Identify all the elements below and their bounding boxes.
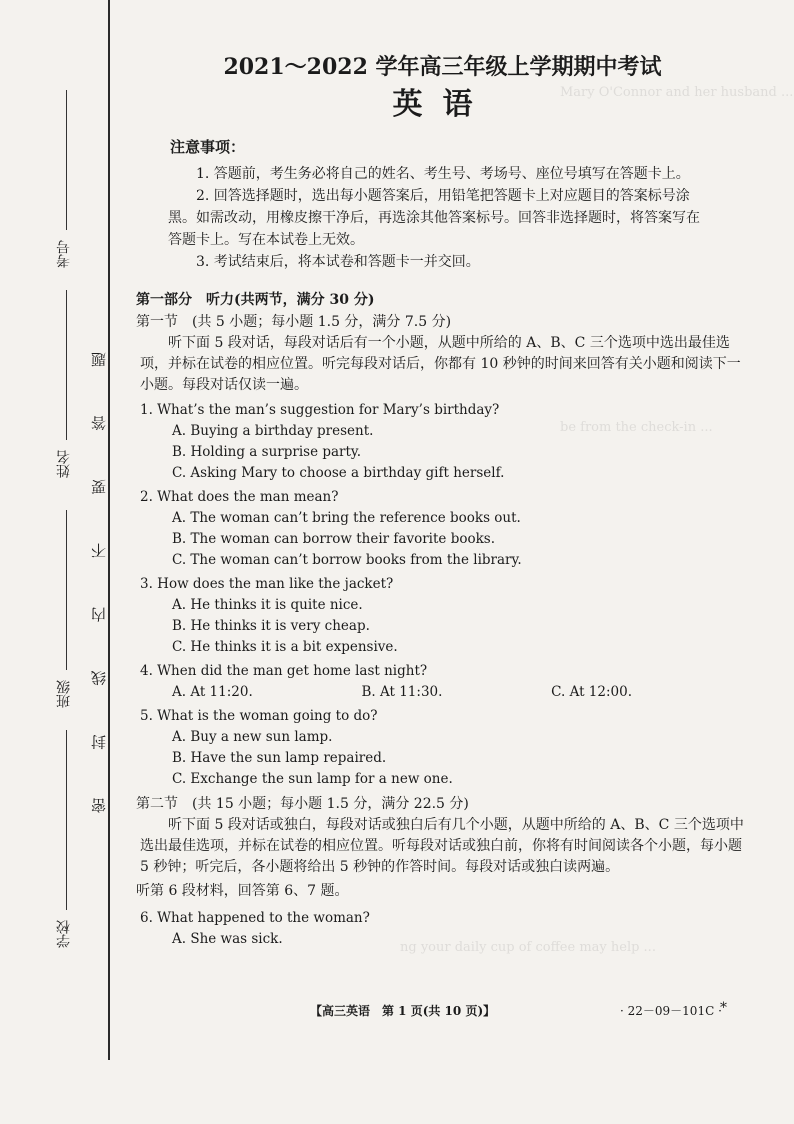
exam-title: 2021～2022 学年高三年级上学期期中考试 bbox=[223, 54, 662, 80]
question bbox=[140, 487, 745, 570]
question bbox=[140, 400, 745, 483]
section-instruction: 听下面 5 段对话，每段对话后有一个小题，从题中所给的 A、B、C 三个选项中选出最佳选项，并标在试卷的相应位置。听完每段对话后，你都有 10 秒钟的时间来回答有关小题和阅读下一小题。每段对话仅读一遍。 bbox=[140, 335, 741, 393]
binding-margin bbox=[0, 0, 110, 1124]
question-stem: 2. What does the man mean? bbox=[140, 489, 339, 505]
question bbox=[140, 706, 745, 789]
fill-line bbox=[66, 90, 67, 230]
option: C. At 12:00. bbox=[551, 684, 632, 700]
label-class: 班级 bbox=[56, 680, 72, 708]
option: A. She was sick. bbox=[172, 931, 283, 947]
seal-line-text: 密 封 线 内 不 要 答 题 bbox=[90, 330, 108, 814]
star-mark: * bbox=[720, 1000, 727, 1016]
label-school: 学校 bbox=[56, 920, 72, 948]
binding-line bbox=[108, 0, 110, 1060]
bleed-through: ng your daily cup of coffee may help ... bbox=[400, 940, 656, 955]
notice-item: 答题卡上。写在本试卷上无效。 bbox=[168, 232, 364, 248]
exam-content bbox=[136, 52, 745, 949]
fill-line bbox=[66, 510, 67, 670]
question bbox=[140, 574, 745, 657]
option: A. The woman can’t bring the reference books out. bbox=[172, 510, 521, 526]
option: B. The woman can borrow their favorite books. bbox=[172, 531, 495, 547]
question-stem: 4. When did the man get home last night? bbox=[140, 663, 428, 679]
option: A. He thinks it is quite nice. bbox=[172, 597, 363, 613]
question-stem: 3. How does the man like the jacket? bbox=[140, 576, 394, 592]
question-stem: 6. What happened to the woman? bbox=[140, 910, 370, 926]
option: B. Holding a surprise party. bbox=[172, 444, 362, 460]
option-row bbox=[172, 683, 632, 702]
notice-title: 注意事项： bbox=[170, 138, 246, 156]
exam-subject: 英语 bbox=[392, 87, 493, 122]
fill-line bbox=[66, 290, 67, 440]
option: C. He thinks it is a bit expensive. bbox=[172, 639, 398, 655]
notice-item: 黑。如需改动，用橡皮擦干净后，再选涂其他答案标号。回答非选择题时，将答案写在 bbox=[168, 210, 700, 226]
label-exam-number: 考号 bbox=[56, 240, 72, 268]
notice-item: 2. 回答选择题时，选出每小题答案后，用铅笔把答题卡上对应题目的答案标号涂 bbox=[196, 188, 690, 204]
fill-line bbox=[66, 730, 67, 910]
question-stem: 5. What is the woman going to do? bbox=[140, 708, 378, 724]
option: B. Have the sun lamp repaired. bbox=[172, 750, 387, 766]
page-number: 【高三英语 第 1 页(共 10 页)】 bbox=[310, 1004, 496, 1018]
section-title: 第一节 (共 5 小题；每小题 1.5 分，满分 7.5 分) bbox=[136, 314, 452, 330]
exam-code: · 22－09－101C · bbox=[620, 1004, 722, 1018]
option: B. He thinks it is very cheap. bbox=[172, 618, 370, 634]
section-instruction: 听下面 5 段对话或独白，每段对话或独白后有几个小题，从题中所给的 A、B、C 三个选项中选出最佳选项，并标在试卷的相应位置。听每段对话或独白前，你将有时间阅读各个小题，每小题 5 秒钟；听完后，各小题将给出 5 秒钟的作答时间。每段对话或独白读两遍。 bbox=[140, 817, 744, 875]
notice-item: 3. 考试结束后，将本试卷和答题卡一并交回。 bbox=[196, 254, 480, 270]
section-title: 第二节 (共 15 小题；每小题 1.5 分，满分 22.5 分) bbox=[136, 796, 469, 812]
notice-item: 1. 答题前，考生务必将自己的姓名、考生号、考场号、座位号填写在答题卡上。 bbox=[196, 166, 690, 182]
option: C. Exchange the sun lamp for a new one. bbox=[172, 771, 453, 787]
option: C. Asking Mary to choose a birthday gift herself. bbox=[172, 465, 505, 481]
option: A. Buy a new sun lamp. bbox=[172, 729, 333, 745]
option: A. At 11:20. bbox=[172, 684, 253, 700]
option: A. Buying a birthday present. bbox=[172, 423, 374, 439]
material-note: 听第 6 段材料，回答第 6、7 题。 bbox=[136, 883, 349, 899]
option: B. At 11:30. bbox=[361, 684, 443, 700]
label-name: 姓名 bbox=[56, 450, 72, 478]
question-stem: 1. What’s the man’s suggestion for Mary’s birthday? bbox=[140, 402, 500, 418]
part-title: 第一部分 听力(共两节，满分 30 分) bbox=[136, 292, 375, 308]
notice-block bbox=[140, 136, 745, 273]
question bbox=[140, 661, 745, 702]
bleed-through: Mary O'Connor and her husband ... bbox=[560, 85, 794, 100]
option: C. The woman can’t borrow books from the library. bbox=[172, 552, 522, 568]
bleed-through: be from the check-in ... bbox=[560, 420, 713, 435]
